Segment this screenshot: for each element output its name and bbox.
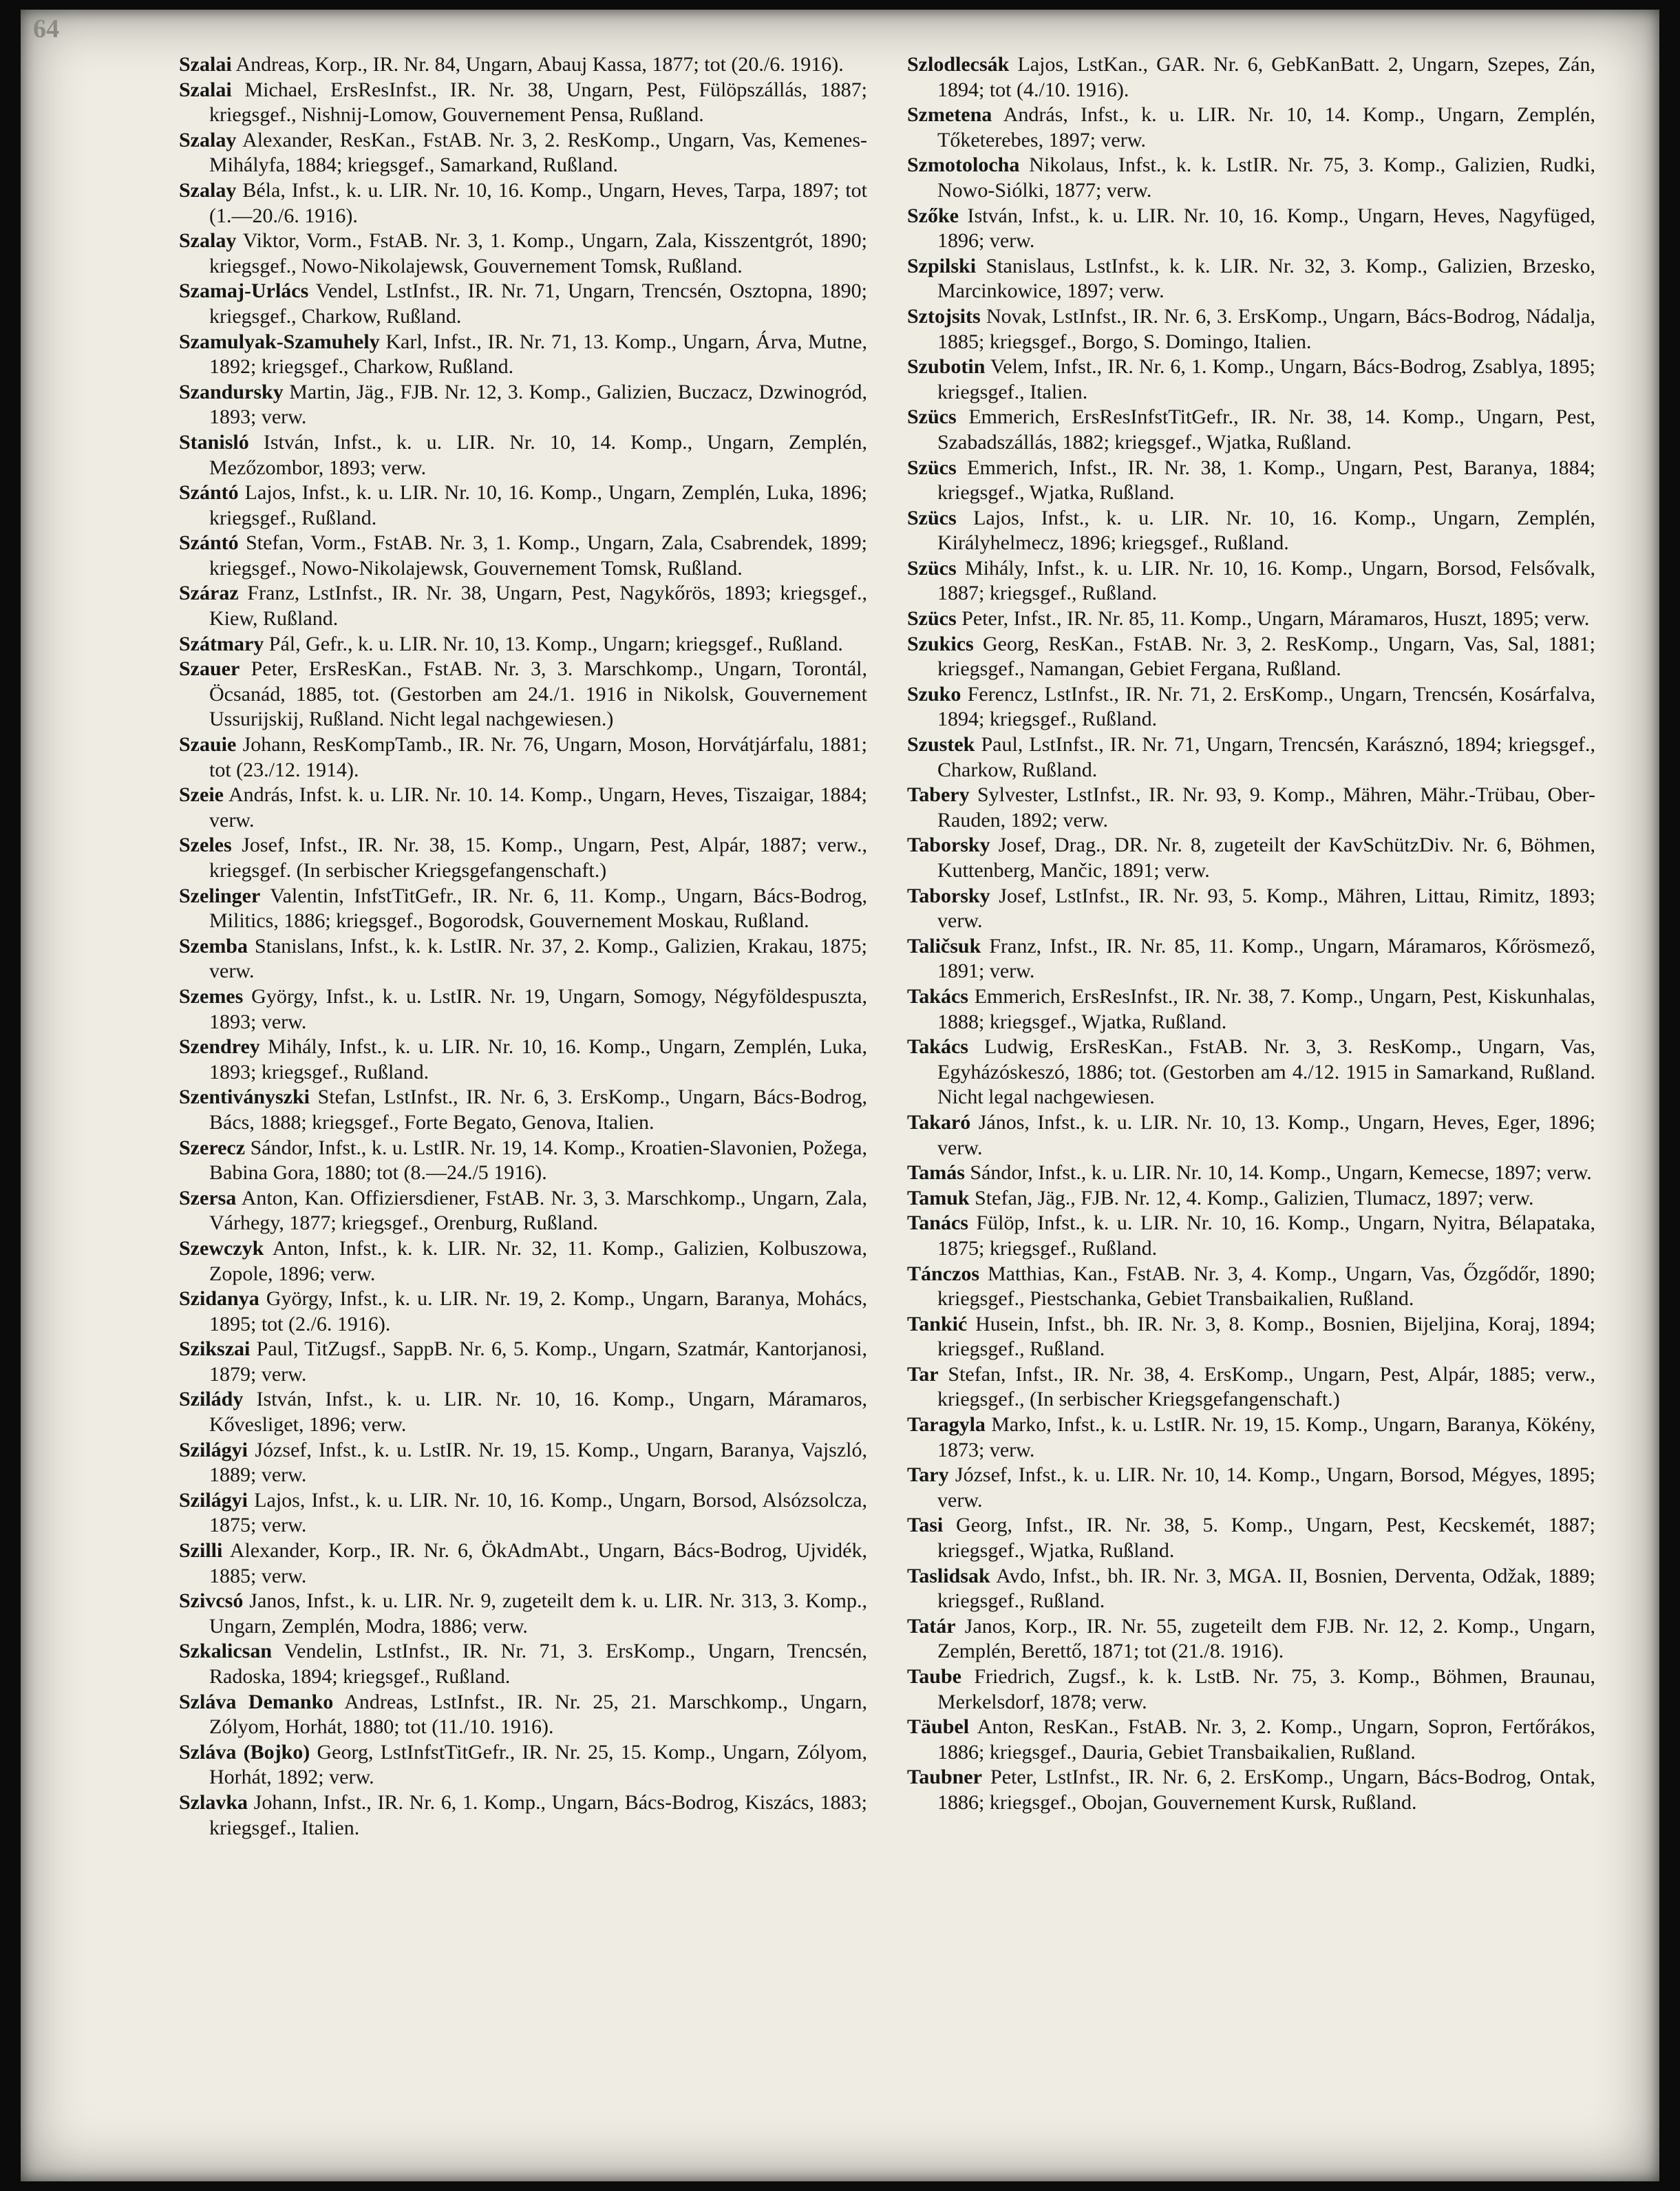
entry-details: Andreas, Korp., IR. Nr. 84, Ungarn, Abauj Kassa, 1877; tot (20./6. 1916). xyxy=(231,53,844,76)
register-entry xyxy=(179,934,867,984)
entry-surname: Szőke xyxy=(907,204,959,227)
entry-surname: Tar xyxy=(907,1362,939,1386)
entry-details: Josef, Infst., IR. Nr. 38, 15. Komp., Ungarn, Pest, Alpár, 1887; verw., kriegsgef. (In serbischer Kriegsgefangenschaft.) xyxy=(209,834,867,882)
register-entry xyxy=(907,1715,1595,1765)
register-entry xyxy=(179,330,867,380)
entry-details: Paul, LstInfst., IR. Nr. 71, Ungarn, Trencsén, Karásznó, 1894; kriegsgef., Charkow, Rußland. xyxy=(937,733,1595,781)
entry-details: Janos, Korp., IR. Nr. 55, zugeteilt dem FJB. Nr. 12, 2. Komp., Ungarn, Zemplén, Berettő, 1871; tot (21./8. 1916). xyxy=(937,1614,1595,1663)
entry-surname: Szlavka xyxy=(179,1790,248,1814)
page-number: 64 xyxy=(33,14,59,43)
entry-surname: Taborsky xyxy=(907,834,990,857)
entry-surname: Szpilski xyxy=(907,254,977,277)
entry-surname: Szamaj-Urlács xyxy=(179,279,309,303)
entry-surname: Tanács xyxy=(907,1211,968,1235)
entry-details: Avdo, Infst., bh. IR. Nr. 3, MGA. II, Bosnien, Derventa, Odžak, 1889; kriegsgef., Rußland. xyxy=(937,1564,1595,1613)
register-entry xyxy=(907,884,1595,934)
entry-details: Ferencz, LstInfst., IR. Nr. 71, 2. ErsKomp., Ungarn, Trencsén, Kosárfalva, 1894; kriegsgef., Rußland. xyxy=(937,682,1595,731)
entry-surname: Szláva (Bojko) xyxy=(179,1740,310,1764)
entry-surname: Tamás xyxy=(907,1161,965,1185)
entry-surname: Stanisló xyxy=(179,430,249,454)
entry-details: Josef, Drag., DR. Nr. 8, zugeteilt der KavSchützDiv. Nr. 6, Böhmen, Kuttenberg, Mančic, 1891; verw. xyxy=(937,834,1595,882)
entry-surname: Szukics xyxy=(907,632,974,655)
entry-details: Stanislans, Infst., k. k. LstIR. Nr. 37, 2. Komp., Galizien, Krakau, 1875; verw. xyxy=(209,934,867,983)
entry-details: Lajos, Infst., k. u. LIR. Nr. 10, 16. Komp., Ungarn, Borsod, Alsózsolcza, 1875; verw. xyxy=(209,1488,867,1537)
entry-details: Alexander, Korp., IR. Nr. 6, ÖkAdmAbt., Ungarn, Bács-Bodrog, Ujvidék, 1885; verw. xyxy=(209,1539,867,1587)
entry-details: Emmerich, ErsResInfst., IR. Nr. 38, 7. Komp., Ungarn, Pest, Kiskunhalas, 1888; kriegsgef., Wjatka, Rußland. xyxy=(937,984,1595,1033)
register-entry xyxy=(907,1211,1595,1261)
entry-surname: Szustek xyxy=(907,733,975,756)
register-entry xyxy=(179,1538,867,1589)
register-entry xyxy=(907,984,1595,1035)
entry-details: Novak, LstInfst., IR. Nr. 6, 3. ErsKomp., Ungarn, Bács-Bodrog, Nádalja, 1885; kriegsgef., Borgo, S. Domingo, Italien. xyxy=(937,304,1595,353)
entry-details: Peter, LstInfst., IR. Nr. 6, 2. ErsKomp., Ungarn, Bács-Bodrog, Ontak, 1886; kriegsgef., Obojan, Gouvernement Kursk, Rußland. xyxy=(937,1766,1595,1814)
entry-details: István, Infst., k. u. LIR. Nr. 10, 14. Komp., Ungarn, Zemplén, Mezőzombor, 1893; verw. xyxy=(209,430,867,479)
register-entry xyxy=(907,456,1595,506)
register-entry xyxy=(179,229,867,279)
register-entry xyxy=(907,1186,1595,1211)
entry-surname: Szemba xyxy=(179,934,248,957)
entry-details: Stefan, Jäg., FJB. Nr. 12, 4. Komp., Galizien, Tlumacz, 1897; verw. xyxy=(969,1186,1534,1209)
register-entry xyxy=(907,833,1595,883)
register-entry xyxy=(179,279,867,329)
entry-details: Mihály, Infst., k. u. LIR. Nr. 10, 16. Komp., Ungarn, Borsod, Felsővalk, 1887; kriegsgef., Rußland. xyxy=(937,556,1595,605)
entry-details: András, Infst., k. u. LIR. Nr. 10, 14. Komp., Ungarn, Zemplén, Tőketerebes, 1897; verw. xyxy=(937,103,1595,151)
register-entry xyxy=(907,103,1595,153)
entry-surname: Szidanya xyxy=(179,1287,259,1311)
entry-details: Peter, Infst., IR. Nr. 85, 11. Komp., Ungarn, Máramaros, Huszt, 1895; verw. xyxy=(956,607,1590,631)
entry-surname: Szücs xyxy=(907,456,957,479)
register-entry xyxy=(907,1765,1595,1815)
register-entry xyxy=(907,354,1595,405)
entry-details: Husein, Infst., bh. IR. Nr. 3, 8. Komp., Bosnien, Bijeljina, Koraj, 1894; kriegsgef., Rußland. xyxy=(937,1312,1595,1361)
entry-surname: Tary xyxy=(907,1463,949,1487)
entry-details: István, Infst., k. u. LIR. Nr. 10, 16. Komp., Ungarn, Máramaros, Kővesliget, 1896; verw. xyxy=(209,1388,867,1437)
entry-surname: Szátmary xyxy=(179,632,264,655)
entry-surname: Taragyla xyxy=(907,1413,986,1437)
entry-details: Josef, LstInfst., IR. Nr. 93, 5. Komp., Mähren, Littau, Rimitz, 1893; verw. xyxy=(937,884,1595,933)
entry-surname: Takács xyxy=(907,1035,968,1059)
entry-details: Béla, Infst., k. u. LIR. Nr. 10, 16. Komp., Ungarn, Heves, Tarpa, 1897; tot (1.—20./6. 1916). xyxy=(209,178,867,227)
entry-details: Nikolaus, Infst., k. k. LstIR. Nr. 75, 3. Komp., Galizien, Rudki, Nowo-Siólki, 1877; verw. xyxy=(937,154,1595,202)
register-entry xyxy=(907,1262,1595,1312)
entry-surname: Szmetena xyxy=(907,103,992,127)
entry-surname: Szilágyi xyxy=(179,1438,248,1461)
register-entry xyxy=(907,1513,1595,1563)
entry-surname: Szandursky xyxy=(179,380,284,403)
entry-surname: Szelinger xyxy=(179,884,261,907)
register-entry xyxy=(907,1614,1595,1664)
entry-surname: Tabery xyxy=(907,783,970,807)
entry-surname: Täubel xyxy=(907,1715,970,1739)
entry-surname: Takács xyxy=(907,984,968,1008)
entry-surname: Szauie xyxy=(179,733,237,756)
entry-details: János, Infst., k. u. LIR. Nr. 10, 13. Komp., Ungarn, Heves, Eger, 1896; verw. xyxy=(937,1110,1595,1159)
register-entry xyxy=(179,78,867,128)
document-page xyxy=(21,10,1659,2181)
register-entry xyxy=(907,1564,1595,1614)
entry-surname: Taube xyxy=(907,1665,961,1688)
register-entry xyxy=(907,1312,1595,1362)
register-entry xyxy=(907,556,1595,606)
entry-details: Peter, ErsResKan., FstAB. Nr. 3, 3. Marschkomp., Ungarn, Torontál, Öcsanád, 1885, tot. (Gestorben am 24./1. 1916 in Nikolsk, Gouvernement Ussurijskij, Rußland. Nicht legal nachgewiesen.) xyxy=(209,657,867,731)
entry-surname: Szauer xyxy=(179,657,240,681)
register-entry xyxy=(179,1186,867,1236)
register-entry xyxy=(907,153,1595,203)
entry-surname: Szersa xyxy=(179,1186,237,1209)
entry-surname: Szubotin xyxy=(907,355,986,379)
entry-details: Stefan, Infst., IR. Nr. 38, 4. ErsKomp., Ungarn, Pest, Alpár, 1885; verw., kriegsgef., (In serbischer Kriegsgefangenschaft.) xyxy=(937,1362,1595,1411)
entry-surname: Tánczos xyxy=(907,1262,979,1285)
entry-details: Anton, Infst., k. k. LIR. Nr. 32, 11. Komp., Galizien, Kolbuszowa, Zopole, 1896; verw. xyxy=(209,1236,867,1285)
entry-details: Georg, Infst., IR. Nr. 38, 5. Komp., Ungarn, Pest, Kecskemét, 1887; kriegsgef., Wjatka, Rußland. xyxy=(937,1514,1595,1563)
entry-details: Karl, Infst., IR. Nr. 71, 13. Komp., Ungarn, Árva, Mutne, 1892; kriegsgef., Charkow, Rußland. xyxy=(209,330,867,379)
entry-surname: Szücs xyxy=(907,506,957,529)
entry-details: József, Infst., k. u. LIR. Nr. 10, 14. Komp., Ungarn, Borsod, Mégyes, 1895; verw. xyxy=(937,1463,1595,1512)
entry-details: Valentin, InfstTitGefr., IR. Nr. 6, 11. Komp., Ungarn, Bács-Bodrog, Militics, 1886; kriegsgef., Bogorodsk, Gouvernement Moskau, Rußland. xyxy=(209,884,867,933)
register-entry xyxy=(179,581,867,631)
register-entry xyxy=(179,1387,867,1437)
register-entry xyxy=(907,405,1595,455)
entry-details: György, Infst., k. u. LstIR. Nr. 19, Ungarn, Somogy, Négyföldespuszta, 1893; verw. xyxy=(209,984,867,1033)
entry-surname: Tamuk xyxy=(907,1186,970,1209)
entry-details: Pál, Gefr., k. u. LIR. Nr. 10, 13. Komp., Ungarn; kriegsgef., Rußland. xyxy=(264,632,843,655)
register-entry xyxy=(907,254,1595,304)
entry-details: Lajos, LstKan., GAR. Nr. 6, GebKanBatt. 2, Ungarn, Szepes, Zán, 1894; tot (4./10. 1916). xyxy=(937,53,1595,101)
register-entry xyxy=(179,632,867,657)
entry-details: Stanislaus, LstInfst., k. k. LIR. Nr. 32, 3. Komp., Galizien, Brzesko, Marcinkowice, 1897; verw. xyxy=(937,254,1595,303)
register-entry xyxy=(179,1337,867,1387)
entry-details: Friedrich, Zugsf., k. k. LstB. Nr. 75, 3. Komp., Böhmen, Braunau, Merkelsdorf, 1878; verw. xyxy=(937,1665,1595,1713)
entry-details: Emmerich, ErsResInfstTitGefr., IR. Nr. 38, 14. Komp., Ungarn, Pest, Szabadszállás, 1882; kriegsgef., Wjatka, Rußland. xyxy=(937,405,1595,454)
register-entry xyxy=(907,1412,1595,1463)
entry-details: Paul, TitZugsf., SappB. Nr. 6, 5. Komp., Ungarn, Szatmár, Kantorjanosi, 1879; verw. xyxy=(209,1337,867,1386)
entry-details: Ludwig, ErsResKan., FstAB. Nr. 3, 3. ResKomp., Ungarn, Vas, Egyházóskeszó, 1886; tot. (Gestorben am 4./12. 1915 in Samarkand, Rußland. Nicht legal nachgewiesen. xyxy=(937,1035,1595,1109)
entry-surname: Szmotolocha xyxy=(907,154,1020,177)
entry-details: Viktor, Vorm., FstAB. Nr. 3, 1. Komp., Ungarn, Zala, Kisszentgrót, 1890; kriegsgef., Nowo-Nikolajewsk, Gouvernement Tomsk, Rußland. xyxy=(209,229,867,277)
entry-surname: Tasi xyxy=(907,1514,944,1537)
entry-surname: Szikszai xyxy=(179,1337,251,1361)
entry-surname: Szamulyak-Szamuhely xyxy=(179,330,380,353)
entry-details: Sylvester, LstInfst., IR. Nr. 93, 9. Komp., Mähren, Mähr.-Trübau, Ober-Rauden, 1892; verw. xyxy=(937,783,1595,832)
entry-details: István, Infst., k. u. LIR. Nr. 10, 16. Komp., Ungarn, Heves, Nagyfüged, 1896; verw. xyxy=(937,204,1595,253)
register-entry xyxy=(179,657,867,732)
register-entry xyxy=(179,783,867,833)
entry-surname: Szalay xyxy=(179,128,237,151)
entry-surname: Takaró xyxy=(907,1110,971,1134)
entry-surname: Szalay xyxy=(179,229,237,253)
register-entry xyxy=(907,1664,1595,1715)
register-entry xyxy=(907,304,1595,354)
entry-details: Lajos, Infst., k. u. LIR. Nr. 10, 16. Komp., Ungarn, Zemplén, Luka, 1896; kriegsgef., Rußland. xyxy=(209,481,867,529)
register-entry xyxy=(907,732,1595,783)
register-entry xyxy=(907,506,1595,556)
entry-details: Matthias, Kan., FstAB. Nr. 3, 4. Komp., Ungarn, Vas, Őzgődőr, 1890; kriegsgef., Piestschanka, Gebiet Transbaikalien, Rußland. xyxy=(937,1262,1595,1311)
entry-details: Janos, Infst., k. u. LIR. Nr. 9, zugeteilt dem k. u. LIR. Nr. 313, 3. Komp., Ungarn, Zemplén, Modra, 1886; verw. xyxy=(209,1589,867,1638)
register-entry xyxy=(179,531,867,581)
entry-details: Georg, LstInfstTitGefr., IR. Nr. 25, 15. Komp., Ungarn, Zólyom, Horhát, 1892; verw. xyxy=(209,1740,868,1789)
entry-surname: Szücs xyxy=(907,607,957,631)
register-entry xyxy=(907,1161,1595,1186)
entry-details: Georg, ResKan., FstAB. Nr. 3, 2. ResKomp., Ungarn, Vas, Sal, 1881; kriegsgef., Namangan, Gebiet Fergana, Rußland. xyxy=(937,632,1595,681)
register-entry xyxy=(907,1035,1595,1110)
entry-details: Johann, Infst., IR. Nr. 6, 1. Komp., Ungarn, Bács-Bodrog, Kiszács, 1883; kriegsgef., Italien. xyxy=(209,1790,867,1839)
entry-details: Stefan, LstInfst., IR. Nr. 6, 3. ErsKomp., Ungarn, Bács-Bodrog, Bács, 1888; kriegsgef., Forte Begato, Genova, Italien. xyxy=(209,1086,867,1134)
entry-details: Fülöp, Infst., k. u. LIR. Nr. 10, 16. Komp., Ungarn, Nyitra, Bélapataka, 1875; kriegsgef., Rußland. xyxy=(937,1211,1595,1260)
entry-details: Johann, ResKompTamb., IR. Nr. 76, Ungarn, Moson, Horvátjárfalu, 1881; tot (23./12. 1914). xyxy=(209,733,867,781)
entry-details: Alexander, ResKan., FstAB. Nr. 3, 2. ResKomp., Ungarn, Vas, Kemenes-Mihályfa, 1884; kriegsgef., Samarkand, Rußland. xyxy=(209,128,867,177)
register-entry xyxy=(907,1463,1595,1513)
entry-details: Anton, Kan. Offiziersdiener, FstAB. Nr. 3, 3. Marschkomp., Ungarn, Zala, Várhegy, 1877; kriegsgef., Orenburg, Rußland. xyxy=(209,1186,867,1235)
register-entry xyxy=(907,632,1595,682)
entry-details: Franz, LstInfst., IR. Nr. 38, Ungarn, Pest, Nagykőrös, 1893; kriegsgef., Kiew, Rußland. xyxy=(209,582,867,631)
register-entry xyxy=(179,1740,867,1790)
entry-details: Marko, Infst., k. u. LstIR. Nr. 19, 15. Komp., Ungarn, Baranya, Kökény, 1873; verw. xyxy=(937,1413,1595,1461)
entry-surname: Szivcsó xyxy=(179,1589,244,1613)
entry-details: József, Infst., k. u. LstIR. Nr. 19, 15. Komp., Ungarn, Baranya, Vajszló, 1889; verw. xyxy=(209,1438,867,1487)
register-entry xyxy=(179,1589,867,1639)
register-entry xyxy=(179,1287,867,1337)
entry-surname: Szántó xyxy=(179,481,239,505)
entry-surname: Tankić xyxy=(907,1312,968,1335)
entry-details: Mihály, Infst., k. u. LIR. Nr. 10, 16. Komp., Ungarn, Zemplén, Luka, 1893; kriegsgef., Rußland. xyxy=(209,1035,867,1083)
entry-surname: Szemes xyxy=(179,984,244,1008)
entry-surname: Szilágyi xyxy=(179,1488,248,1512)
entry-surname: Szilli xyxy=(179,1539,223,1563)
entry-details: Andreas, LstInfst., IR. Nr. 25, 21. Marschkomp., Ungarn, Zólyom, Horhát, 1880; tot (11./10. 1916). xyxy=(209,1690,867,1739)
entry-surname: Tatár xyxy=(907,1614,956,1638)
entry-details: Michael, ErsResInfst., IR. Nr. 38, Ungarn, Pest, Fülöpszállás, 1887; kriegsgef., Nishnij-Lomow, Gouvernement Pensa, Rußland. xyxy=(209,78,867,127)
entry-surname: Szeles xyxy=(179,834,232,857)
entry-details: Vendel, LstInfst., IR. Nr. 71, Ungarn, Trencsén, Osztopna, 1890; kriegsgef., Charkow, Rußland. xyxy=(209,279,867,328)
entry-details: Sándor, Infst., k. u. LstIR. Nr. 19, 14. Komp., Kroatien-Slavonien, Požega, Babina Gora, 1880; tot (8.—24./5 1916). xyxy=(209,1136,867,1185)
entry-surname: Szeie xyxy=(179,783,224,807)
entry-details: Stefan, Vorm., FstAB. Nr. 3, 1. Komp., Ungarn, Zala, Csabrendek, 1899; kriegsgef., Nowo-Nikolajewsk, Gouvernement Tomsk, Rußland. xyxy=(209,531,867,580)
entry-surname: Szuko xyxy=(907,682,961,706)
right-column xyxy=(907,52,1595,1816)
entry-details: Velem, Infst., IR. Nr. 6, 1. Komp., Ungarn, Bács-Bodrog, Zsablya, 1895; kriegsgef., Italien. xyxy=(937,355,1595,403)
register-entry xyxy=(179,1790,867,1841)
register-entry xyxy=(179,1236,867,1287)
register-entry xyxy=(907,606,1595,632)
entry-details: Lajos, Infst., k. u. LIR. Nr. 10, 16. Komp., Ungarn, Zemplén, Királyhelmecz, 1896; kriegsgef., Rußland. xyxy=(937,506,1595,555)
entry-surname: Szláva Demanko xyxy=(179,1690,334,1713)
register-entry xyxy=(179,1438,867,1488)
entry-details: Franz, Infst., IR. Nr. 85, 11. Komp., Ungarn, Máramaros, Kőrösmező, 1891; verw. xyxy=(937,934,1595,983)
register-entry xyxy=(907,1362,1595,1412)
register-entry xyxy=(179,833,867,883)
register-entry xyxy=(179,1136,867,1186)
entry-details: Anton, ResKan., FstAB. Nr. 3, 2. Komp., Ungarn, Sopron, Fertőrákos, 1886; kriegsgef., Dauria, Gebiet Transbaikalien, Rußland. xyxy=(937,1715,1595,1764)
entry-surname: Szalai xyxy=(179,78,232,101)
entry-surname: Szántó xyxy=(179,531,239,555)
entry-surname: Taličsuk xyxy=(907,934,981,957)
entry-surname: Taborsky xyxy=(907,884,990,907)
register-entry xyxy=(179,380,867,430)
entry-details: András, Infst. k. u. LIR. Nr. 10. 14. Komp., Ungarn, Heves, Tiszaigar, 1884; verw. xyxy=(209,783,867,832)
entry-surname: Száraz xyxy=(179,582,239,605)
register-entry xyxy=(907,52,1595,103)
register-entry xyxy=(179,430,867,480)
register-entry xyxy=(179,1690,867,1740)
register-entry xyxy=(179,884,867,934)
entry-details: Vendelin, LstInfst., IR. Nr. 71, 3. ErsKomp., Ungarn, Trencsén, Radoska, 1894; kriegsgef., Rußland. xyxy=(209,1640,867,1688)
register-entry xyxy=(907,682,1595,732)
register-entry xyxy=(179,1085,867,1135)
entry-details: Emmerich, Infst., IR. Nr. 38, 1. Komp., Ungarn, Pest, Baranya, 1884; kriegsgef., Wjatka, Rußland. xyxy=(937,456,1595,505)
entry-surname: Szendrey xyxy=(179,1035,260,1059)
entry-surname: Szentiványszki xyxy=(179,1086,310,1109)
entry-surname: Szücs xyxy=(907,556,957,580)
entry-surname: Szalay xyxy=(179,178,237,202)
entry-surname: Taubner xyxy=(907,1766,982,1789)
register-entry xyxy=(907,1110,1595,1161)
left-column xyxy=(179,52,867,1841)
register-entry xyxy=(179,128,867,178)
entry-surname: Szilády xyxy=(179,1388,244,1411)
register-entry xyxy=(179,52,867,78)
register-entry xyxy=(179,984,867,1035)
entry-surname: Taslidsak xyxy=(907,1564,990,1587)
register-entry xyxy=(907,783,1595,833)
entry-surname: Szücs xyxy=(907,405,957,429)
register-entry xyxy=(907,934,1595,984)
register-entry xyxy=(179,1488,867,1538)
entry-surname: Szewczyk xyxy=(179,1236,264,1260)
register-entry xyxy=(179,1639,867,1689)
entry-details: György, Infst., k. u. LIR. Nr. 19, 2. Komp., Ungarn, Baranya, Mohács, 1895; tot (2./6. 1916). xyxy=(209,1287,867,1335)
entry-details: Sándor, Infst., k. u. LIR. Nr. 10, 14. Komp., Ungarn, Kemecse, 1897; verw. xyxy=(964,1161,1592,1185)
register-entry xyxy=(179,1035,867,1085)
entry-surname: Szkalicsan xyxy=(179,1640,273,1663)
register-entry xyxy=(179,480,867,531)
entry-surname: Szerecz xyxy=(179,1136,246,1159)
entry-surname: Szalai xyxy=(179,53,232,76)
register-entry xyxy=(907,204,1595,254)
register-entry xyxy=(179,178,867,229)
entry-surname: Szlodlecsák xyxy=(907,53,1010,76)
entry-surname: Sztojsits xyxy=(907,304,981,328)
entry-details: Martin, Jäg., FJB. Nr. 12, 3. Komp., Galizien, Buczacz, Dzwinogród, 1893; verw. xyxy=(209,380,867,429)
register-entry xyxy=(179,732,867,783)
